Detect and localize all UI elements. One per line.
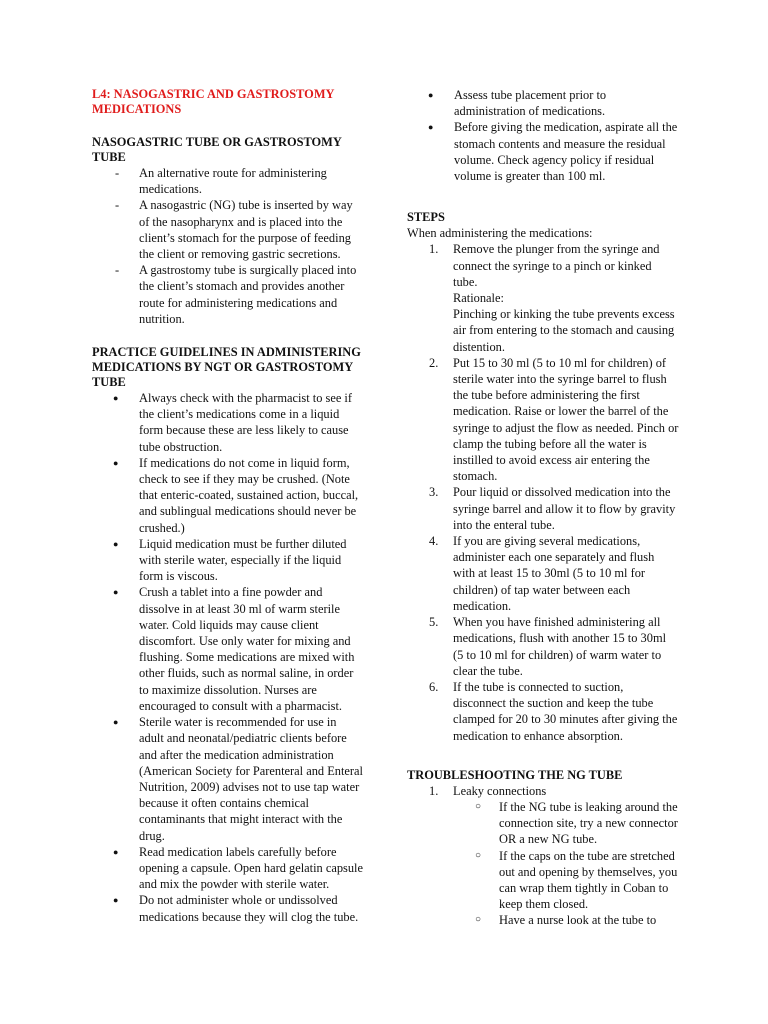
list-item: ● Liquid medication must be further diluted with sterile water, especially if the liquid form is viscous. <box>139 536 364 585</box>
step-number: 2. <box>429 355 439 370</box>
section-heading-practice-guidelines: PRACTICE GUIDELINES IN ADMINISTERING MEDICATIONS BY NGT OR GASTROSTOMY TUBE <box>92 345 361 390</box>
step-item <box>429 533 679 614</box>
step-text: Put 15 to 30 ml (5 to 10 ml for children) of sterile water into the syringe barrel to flush the tube before administering the first medication. Raise or lower the barrel of the syringe to adjust the flow as needed. Pinch or clamp the tubing before all the water is instilled to avoid excess air entering the stomach. <box>453 355 679 484</box>
rationale-text: Pinching or kinking the tube prevents excess air from entering to the stomach and causing distention. <box>453 307 675 354</box>
sub-item: ○ Have a nurse look at the tube to <box>499 912 679 928</box>
list-item: ● Read medication labels carefully before opening a capsule. Open hard gelatin capsule and mix the powder with sterile water. <box>139 844 364 893</box>
list-item: - A gastrostomy tube is surgically placed into the client’s stomach and provides another route for administering medications and nutrition. <box>139 262 364 327</box>
item-number: 1. <box>429 783 439 798</box>
step-number: 6. <box>429 679 439 694</box>
step-item <box>429 614 679 679</box>
document-title: L4: NASOGASTRIC AND GASTROSTOMY MEDICATIONS <box>92 87 335 116</box>
left-column <box>92 0 364 925</box>
step-number: 5. <box>429 615 439 630</box>
section-heading-troubleshooting: TROUBLESHOOTING THE NG TUBE <box>407 767 623 782</box>
step-item <box>429 484 679 533</box>
section-heading-ng-tube: NASOGASTRIC TUBE OR GASTROSTOMY TUBE <box>92 135 342 164</box>
list-item: ● Do not administer whole or undissolved medications because they will clog the tube. <box>139 892 364 924</box>
step-text: Pour liquid or dissolved medication into the syringe barrel and allow it to flow by gravity into the enteral tube. <box>453 485 676 532</box>
ng-tube-definition-list <box>92 165 364 327</box>
step-item <box>429 241 679 354</box>
list-item: ● Before giving the medication, aspirate all the stomach contents and measure the residual volume. Check agency policy if residual volume is greater than 100 ml. <box>454 119 679 184</box>
list-item: ● Crush a tablet into a fine powder and dissolve in at least 30 ml of warm sterile water. Cold liquids may cause client discomfort. Use only water for mixing and flushing. Some medications are mixed with other fluids, such as normal saline, in order to maximize dissolution. Nurses are encouraged to consult with a pharmacist. <box>139 584 364 714</box>
continued-guidelines-list <box>407 87 679 184</box>
step-text: Remove the plunger from the syringe and connect the syringe to a pinch or kinked tube. <box>453 242 660 289</box>
list-item: ● Assess tube placement prior to administration of medications. <box>454 87 679 119</box>
step-number: 4. <box>429 534 439 549</box>
rationale-label: Rationale: <box>453 291 504 306</box>
practice-guidelines-list <box>92 390 364 925</box>
troubleshooting-list <box>407 783 679 929</box>
step-text: If you are giving several medications, administer each one separately and flush with at least 15 to 30ml (5 to 10 ml for children) of tap water between each medication. <box>453 534 655 613</box>
list-item: ● If medications do not come in liquid form, check to see if they may be crushed. (Note that enteric-coated, sustained action, buccal, and sublingual medications should never be crushed.) <box>139 455 364 536</box>
list-item: - A nasogastric (NG) tube is inserted by way of the nasopharynx and is placed into the client’s stomach for the purpose of feeding the client or removing gastric secretions. <box>139 197 364 262</box>
step-text: If the tube is connected to suction, disconnect the suction and keep the tube clamped for 20 to 30 minutes after giving the medication to enhance absorption. <box>453 679 678 743</box>
right-column <box>407 0 679 929</box>
step-number: 1. <box>429 242 439 257</box>
steps-intro: When administering the medications: <box>407 226 593 241</box>
list-item: ● Always check with the pharmacist to see if the client’s medications come in a liquid form because these are less likely to cause tube obstruction. <box>139 390 364 455</box>
steps-list <box>407 241 679 743</box>
list-item: - An alternative route for administering medications. <box>139 165 364 197</box>
item-label: Leaky connections <box>453 783 547 798</box>
section-heading-steps: STEPS <box>407 210 445 225</box>
troubleshooting-sublist <box>453 799 679 929</box>
sub-item: ○ If the caps on the tube are stretched out and opening by themselves, you can wrap them tightly in Coban to keep them closed. <box>499 848 679 913</box>
sub-item: ○ If the NG tube is leaking around the connection site, try a new connector OR a new NG tube. <box>499 799 679 848</box>
step-item <box>429 355 679 485</box>
step-number: 3. <box>429 485 439 500</box>
step-item <box>429 679 679 744</box>
troubleshooting-item <box>429 783 679 929</box>
list-item: ● Sterile water is recommended for use in adult and neonatal/pediatric clients before and after the medication administration (American Society for Parenteral and Enteral Nutrition, 2009) advises not to use tap water because it often contains chemical contaminants that might interact with the drug. <box>139 714 364 844</box>
step-text: When you have finished administering all medications, flush with another 15 to 30ml (5 to 10 ml for children) of warm water to clear the tube. <box>453 615 667 678</box>
